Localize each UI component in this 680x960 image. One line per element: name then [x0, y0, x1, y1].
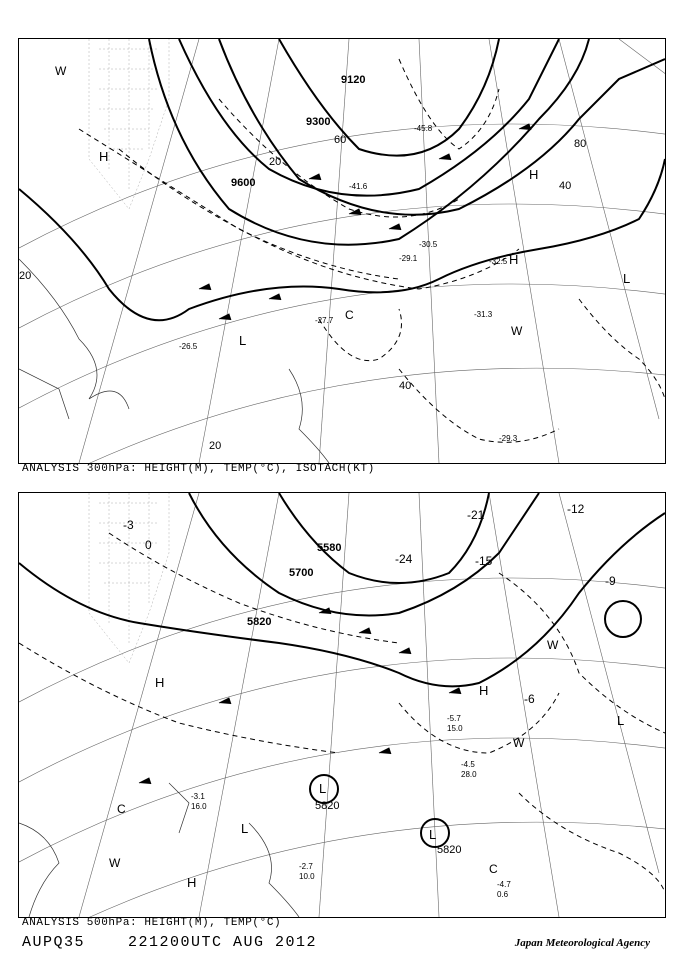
- temperature-label: -9: [605, 574, 616, 588]
- station-value: -3.1: [191, 792, 205, 801]
- cold-center: C: [489, 862, 498, 876]
- temperature-label: -41.6: [349, 182, 368, 191]
- high-center: H: [509, 252, 519, 267]
- warm-center: W: [511, 324, 523, 338]
- warm-center: W: [513, 736, 525, 750]
- temperature-label: -24: [395, 552, 413, 566]
- temperature-label: -32.5: [489, 257, 508, 266]
- warm-center: W: [547, 638, 559, 652]
- height-label: 5820: [247, 616, 272, 628]
- station-value: -5.7: [447, 714, 461, 723]
- low-center: L: [319, 781, 327, 796]
- wind-barbs: [139, 608, 461, 784]
- temperature-label: 0: [145, 538, 152, 552]
- valid-time: 221200UTC AUG 2012: [128, 934, 318, 951]
- caption-500hpa: ANALYSIS 500hPa: HEIGHT(M), TEMP(°C): [22, 917, 282, 929]
- isotach-label: 20: [209, 440, 222, 452]
- station-value: -2.7: [299, 862, 313, 871]
- map-500hpa: [18, 492, 666, 918]
- coastline: [19, 259, 329, 463]
- station-value: 16.0: [191, 802, 207, 811]
- station-value: 10.0: [299, 872, 315, 881]
- height-label: 5700: [289, 567, 314, 579]
- height-label: 9600: [231, 177, 256, 189]
- temperature-label: -15: [475, 554, 493, 568]
- height-label: 9120: [341, 74, 366, 86]
- warm-center: W: [55, 64, 67, 78]
- station-value: -4.7: [497, 880, 511, 889]
- height-label: 9300: [306, 116, 331, 128]
- station-value: 0.6: [497, 890, 509, 899]
- low-center: L: [239, 333, 247, 348]
- chart-id: AUPQ35: [22, 934, 86, 951]
- station-value: -4.5: [461, 760, 475, 769]
- temperature-label: -6: [524, 692, 535, 706]
- temperature-label: -21: [467, 508, 485, 522]
- temperature-label: -45.8: [414, 124, 433, 133]
- graticule: [19, 493, 665, 917]
- graticule: [19, 39, 665, 463]
- height-contours: [19, 493, 665, 847]
- map-labels: [19, 64, 630, 452]
- coastline: [19, 783, 299, 917]
- isotach-label: 20: [19, 270, 32, 282]
- isotachs: [79, 59, 665, 442]
- high-center: H: [479, 683, 489, 698]
- height-label: 5820: [437, 844, 462, 856]
- caption-300hpa: ANALYSIS 300hPa: HEIGHT(M), TEMP(°C), ISOTACH(KT): [22, 463, 375, 475]
- low-center: L: [623, 271, 631, 286]
- temperature-label: -12: [567, 502, 585, 516]
- high-center: H: [99, 149, 109, 164]
- high-center: H: [529, 167, 539, 182]
- isotach-label: 80: [574, 138, 587, 150]
- terrain-mask: [89, 39, 169, 209]
- agency-credit: Japan Meteorological Agency: [514, 937, 650, 949]
- temperature-label: -30.5: [419, 240, 438, 249]
- isotach-label: 20: [269, 156, 282, 168]
- temperature-label: -29.3: [499, 434, 518, 443]
- low-center: L: [617, 713, 625, 728]
- temperature-label: -3: [123, 518, 134, 532]
- map-300hpa: [18, 38, 666, 464]
- map-labels: [109, 502, 624, 899]
- temperature-label: -29.1: [399, 254, 418, 263]
- station-value: 28.0: [461, 770, 477, 779]
- height-label: 5580: [317, 542, 342, 554]
- low-center: L: [241, 821, 249, 836]
- height-label: 5820: [315, 800, 340, 812]
- map-500hpa-canvas: [19, 493, 665, 917]
- station-value: 15.0: [447, 724, 463, 733]
- wind-barbs: [199, 124, 531, 320]
- high-center: H: [187, 875, 197, 890]
- isotach-label: 40: [559, 180, 572, 192]
- low-center: L: [429, 827, 437, 842]
- isotach-label: 60: [334, 134, 347, 146]
- temperature-label: -31.3: [474, 310, 493, 319]
- temperature-label: -26.5: [179, 342, 198, 351]
- temperature-label: -27.7: [315, 316, 334, 325]
- cold-center: C: [117, 802, 126, 816]
- map-300hpa-canvas: [19, 39, 665, 463]
- high-center: H: [155, 675, 165, 690]
- isotach-label: 40: [399, 380, 412, 392]
- cold-center: C: [345, 308, 354, 322]
- warm-center: W: [109, 856, 121, 870]
